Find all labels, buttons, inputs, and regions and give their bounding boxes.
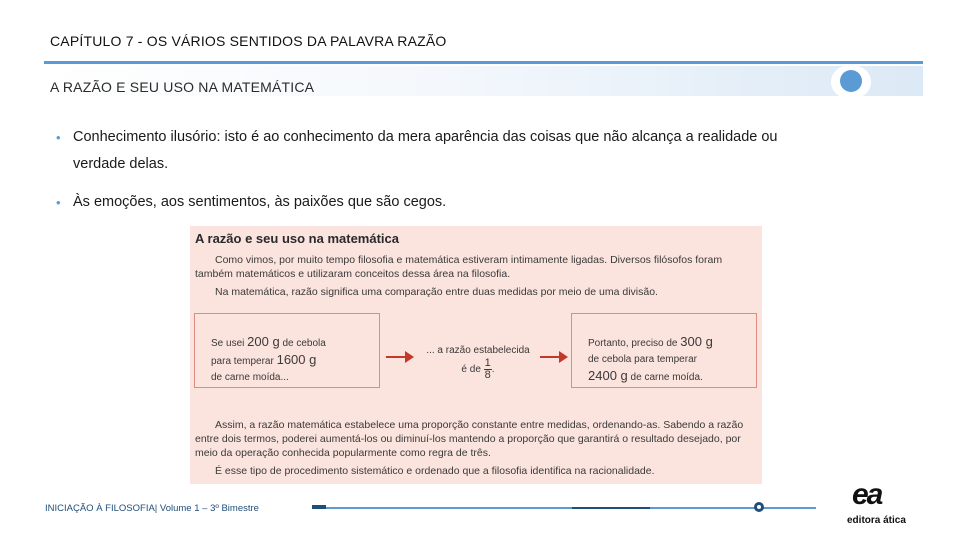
bullet-list <box>56 124 886 227</box>
section-title: A RAZÃO E SEU USO NA MATEMÁTICA <box>50 79 315 95</box>
left-box-text: de cebola <box>279 338 326 349</box>
footer-ring-icon <box>754 502 764 512</box>
left-box-value: 1600 g <box>276 352 317 367</box>
bullet-icon: • <box>56 195 61 210</box>
right-box-text: Portanto, preciso de <box>588 338 681 349</box>
left-box-text: de carne moída... <box>211 372 289 383</box>
excerpt-heading: A razão e seu uso na matemática <box>195 231 399 246</box>
left-box-text: para temperar <box>211 356 277 367</box>
example-box-right <box>571 313 757 388</box>
bullet-text: Conhecimento ilusório: isto é ao conhecimento da mera aparência das coisas que não alcança a realidade ou <box>73 129 778 145</box>
arrow-right-icon <box>540 356 566 358</box>
ratio-text: é de <box>461 364 481 376</box>
right-box-value: 2400 g <box>588 368 628 383</box>
bullet-text-cont: verdade delas. <box>73 156 169 172</box>
band-dot-icon <box>840 70 862 92</box>
bullet-item-1 <box>56 124 886 178</box>
ratio-text: . <box>491 364 495 376</box>
bullet-text: Às emoções, aos sentimentos, às paixões que são cegos. <box>73 194 447 210</box>
publisher-logo-icon: ea <box>852 478 882 511</box>
fraction-numerator: 1 <box>484 357 491 369</box>
bullet-icon: • <box>56 130 61 145</box>
ratio-fraction <box>484 358 492 381</box>
arrow-right-icon <box>386 356 412 358</box>
right-box-text: de cebola para temperar <box>588 354 697 365</box>
ratio-text: ... a razão estabelecida <box>426 345 530 356</box>
left-box-text: Se usei <box>211 338 248 349</box>
excerpt-paragraph-3: Assim, a razão matemática estabelece uma proporção constante entre medidas, ordenando-as. Sabendo a razão entre dois termos, poderei aumentá-los ou diminuí-los mantendo a proporção que garantirá o resultado desejado, por meio da operação conhecida popularmente como regra de três. <box>195 419 744 459</box>
excerpt-paragraph-1: Como vimos, por muito tempo filosofia e matemática estiveram intimamente ligadas. Diversos filósofos foram também matemáticos e utilizaram conceitos dessa área na filosofia. <box>195 254 723 280</box>
right-box-value: 300 g <box>680 334 713 349</box>
textbook-excerpt <box>190 226 762 484</box>
header-rule <box>44 61 923 64</box>
excerpt-paragraph-4: É esse tipo de procedimento sistemático e ordenado que a filosofia identifica na racionalidade. <box>215 465 655 477</box>
publisher-name: editora ática <box>847 515 906 526</box>
example-box-left <box>194 313 380 388</box>
footer-rule-accent <box>572 507 650 509</box>
footer-text: INICIAÇÃO À FILOSOFIA| Volume 1 – 3º Bimestre <box>45 503 259 514</box>
bullet-item-2 <box>56 189 886 216</box>
right-box-text: de carne moída. <box>627 372 703 383</box>
fraction-denominator: 8 <box>484 369 491 381</box>
footer-rule <box>312 507 816 509</box>
excerpt-paragraph-2: Na matemática, razão significa uma comparação entre duas medidas por meio de uma divisão. <box>215 286 658 298</box>
footer-rule-accent <box>312 505 326 509</box>
chapter-title: CAPÍTULO 7 - OS VÁRIOS SENTIDOS DA PALAVRA RAZÃO <box>50 33 447 49</box>
left-box-value: 200 g <box>247 334 280 349</box>
ratio-statement <box>418 344 538 381</box>
